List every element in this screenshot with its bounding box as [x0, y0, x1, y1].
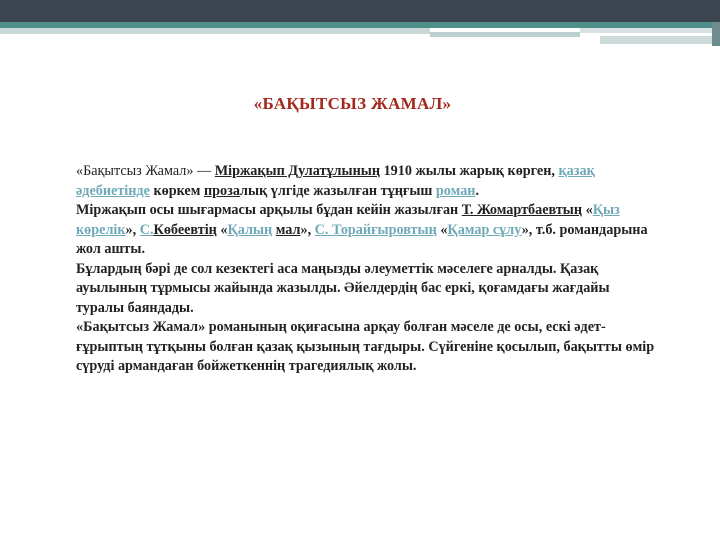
text-fragment: », [125, 221, 140, 238]
header-decor-stripe [580, 28, 720, 33]
header-decor-stripe [600, 36, 720, 44]
header-decor-stripe [430, 32, 580, 37]
link-novel[interactable]: роман [435, 182, 476, 199]
link-mal[interactable]: мал [275, 221, 301, 238]
text-fragment: лық үлгіде жазылған тұңғыш [240, 182, 436, 199]
paragraph-plot: «Бақытсыз Жамал» романының оқиғасына арқау болған мәселе де осы, ескі әдет-ғұрыптың тұтқыны болған қазақ қызының тағдыры. Сүйгеніне қосылып, бақытты өмір сүруді армандаған бойжеткеннің трагедиялық жолы. [76, 319, 655, 374]
link-prose[interactable]: проза [203, 182, 241, 199]
link-author[interactable]: Міржақып Дулатұлының [214, 163, 381, 179]
link-kobeev[interactable]: Көбеевтің [153, 221, 217, 238]
text-fragment: « [582, 202, 593, 218]
text-fragment: « [436, 221, 448, 238]
link-zhomartbaev[interactable]: Т. Жомартбаевтың [461, 202, 583, 218]
text-fragment: . [475, 182, 480, 199]
text-fragment: көркем [149, 182, 204, 199]
paragraph-influence [76, 201, 656, 260]
header-decor-stripe [0, 28, 430, 34]
paragraph-themes: Бұлардың бәрі де сол кезектегі аса маңызды әлеуметтік мәселеге арналды. Қазақ ауылының тұрмысы жайында жазылды. Әйелдердің бас еркі, қоғамдағы жағдайы туралы баяндады. [76, 260, 610, 316]
text-fragment: 1910 жылы жарық көрген, [380, 163, 559, 179]
body-text [76, 162, 656, 377]
text-fragment: « [216, 221, 228, 238]
text-fragment: Міржақып осы шығармасы арқылы бұдан кейін жазылған [76, 202, 462, 218]
link-kalyn[interactable]: Қалың [227, 221, 273, 238]
link-kazakh-literature[interactable]: қазақ әдебиетінде [76, 163, 595, 199]
text-fragment: », [300, 221, 315, 238]
link-s-initial[interactable]: С. [139, 221, 154, 238]
text-fragment: », т.б. романдарына жол ашты. [76, 221, 648, 257]
link-toraigyrov-initial[interactable]: С. Торайғыровтың [314, 221, 437, 238]
header-corner-decor [712, 22, 720, 46]
page-title: «БАҚЫТСЫЗ ЖАМАЛ» [253, 94, 452, 113]
link-kamar-sulu[interactable]: Қамар сұлу [447, 221, 522, 238]
link-kyz-korelik[interactable]: Қыз көрелік [76, 202, 620, 238]
paragraph-intro [76, 162, 656, 201]
header-bar [0, 0, 720, 22]
text-fragment: «Бақытсыз Жамал» — [76, 163, 215, 179]
